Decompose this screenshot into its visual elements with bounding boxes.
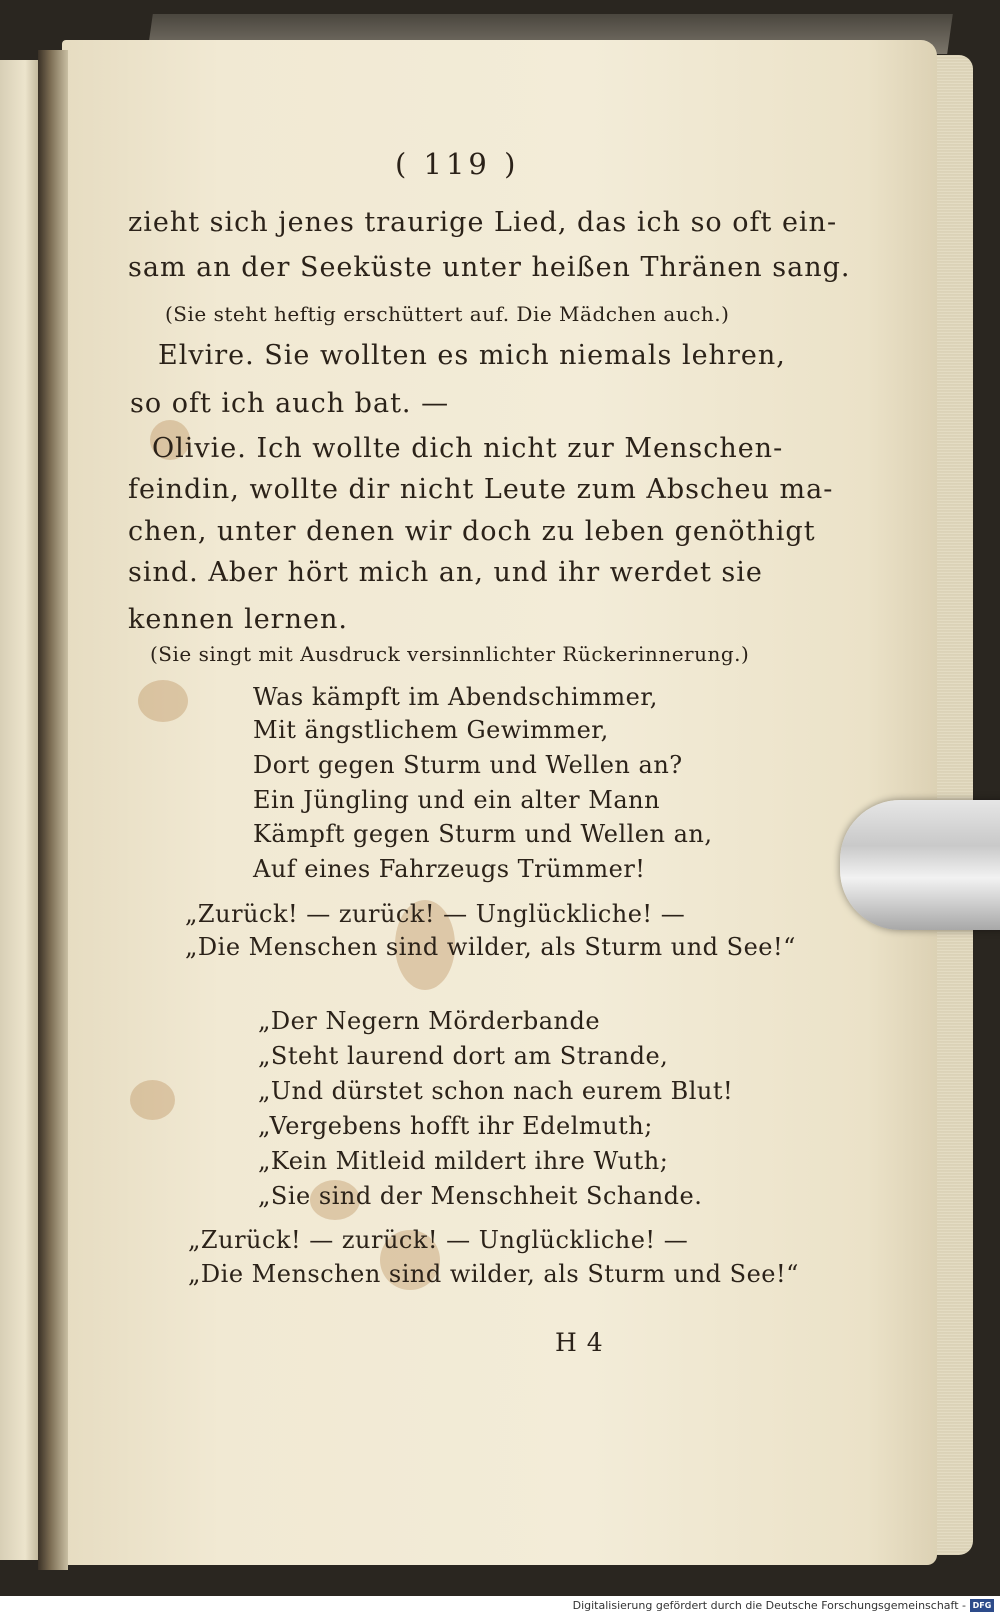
- text-line: zieht sich jenes traurige Lied, das ich so oft ein-: [128, 207, 838, 238]
- text-line: sind. Aber hört mich an, und ihr werdet sie: [128, 557, 763, 588]
- text-line: chen, unter denen wir doch zu leben genöthigt: [128, 516, 816, 547]
- verse-line: Mit ängstlichem Gewimmer,: [253, 716, 609, 744]
- refrain-line: „Zurück! — zurück! — Unglückliche! —: [188, 1226, 689, 1254]
- stain: [138, 680, 188, 722]
- stage-direction: (Sie singt mit Ausdruck versinnlichter Rückerinnerung.): [150, 642, 750, 666]
- verse-line: „Vergebens hofft ihr Edelmuth;: [258, 1112, 653, 1140]
- verse-line: „Sie sind der Menschheit Schande.: [258, 1182, 703, 1210]
- page-number: ( 119 ): [395, 147, 520, 181]
- refrain-line: „Die Menschen sind wilder, als Sturm und See!“: [188, 1260, 799, 1288]
- footer-credit: Digitalisierung gefördert durch die Deutsche Forschungsgemeinschaft -: [572, 1599, 966, 1612]
- verse-line: „Kein Mitleid mildert ihre Wuth;: [258, 1147, 669, 1175]
- speaker-line: Olivie. Ich wollte dich nicht zur Menschen-: [152, 433, 784, 464]
- left-page-edge: [0, 60, 42, 1560]
- refrain-line: „Zurück! — zurück! — Unglückliche! —: [185, 900, 686, 928]
- verse-line: Dort gegen Sturm und Wellen an?: [253, 751, 683, 779]
- footer-bar: [0, 1596, 1000, 1615]
- book-gutter: [38, 50, 68, 1570]
- page-clip: [840, 800, 1000, 930]
- verse-line: „Der Negern Mörderbande: [258, 1007, 601, 1035]
- dfg-logo: DFG: [970, 1599, 994, 1612]
- verse-line: Ein Jüngling und ein alter Mann: [253, 786, 661, 814]
- refrain-line: „Die Menschen sind wilder, als Sturm und See!“: [185, 933, 796, 961]
- stage-direction: (Sie steht heftig erschüttert auf. Die Mädchen auch.): [165, 302, 730, 326]
- stain: [130, 1080, 175, 1120]
- verse-line: Auf eines Fahrzeugs Trümmer!: [253, 855, 646, 883]
- text-line: kennen lernen.: [128, 604, 348, 635]
- signature-mark: H 4: [555, 1328, 604, 1357]
- verse-line: „Und dürstet schon nach eurem Blut!: [258, 1077, 734, 1105]
- verse-line: „Steht laurend dort am Strande,: [258, 1042, 669, 1070]
- speaker-line: Elvire. Sie wollten es mich niemals lehren,: [158, 340, 786, 371]
- verse-line: Kämpft gegen Sturm und Wellen an,: [253, 820, 713, 848]
- text-line: feindin, wollte dir nicht Leute zum Abscheu ma-: [128, 474, 834, 505]
- text-line: so oft ich auch bat. —: [130, 388, 450, 419]
- verse-line: Was kämpft im Abendschimmer,: [253, 683, 658, 711]
- text-line: sam an der Seeküste unter heißen Thränen sang.: [128, 252, 851, 283]
